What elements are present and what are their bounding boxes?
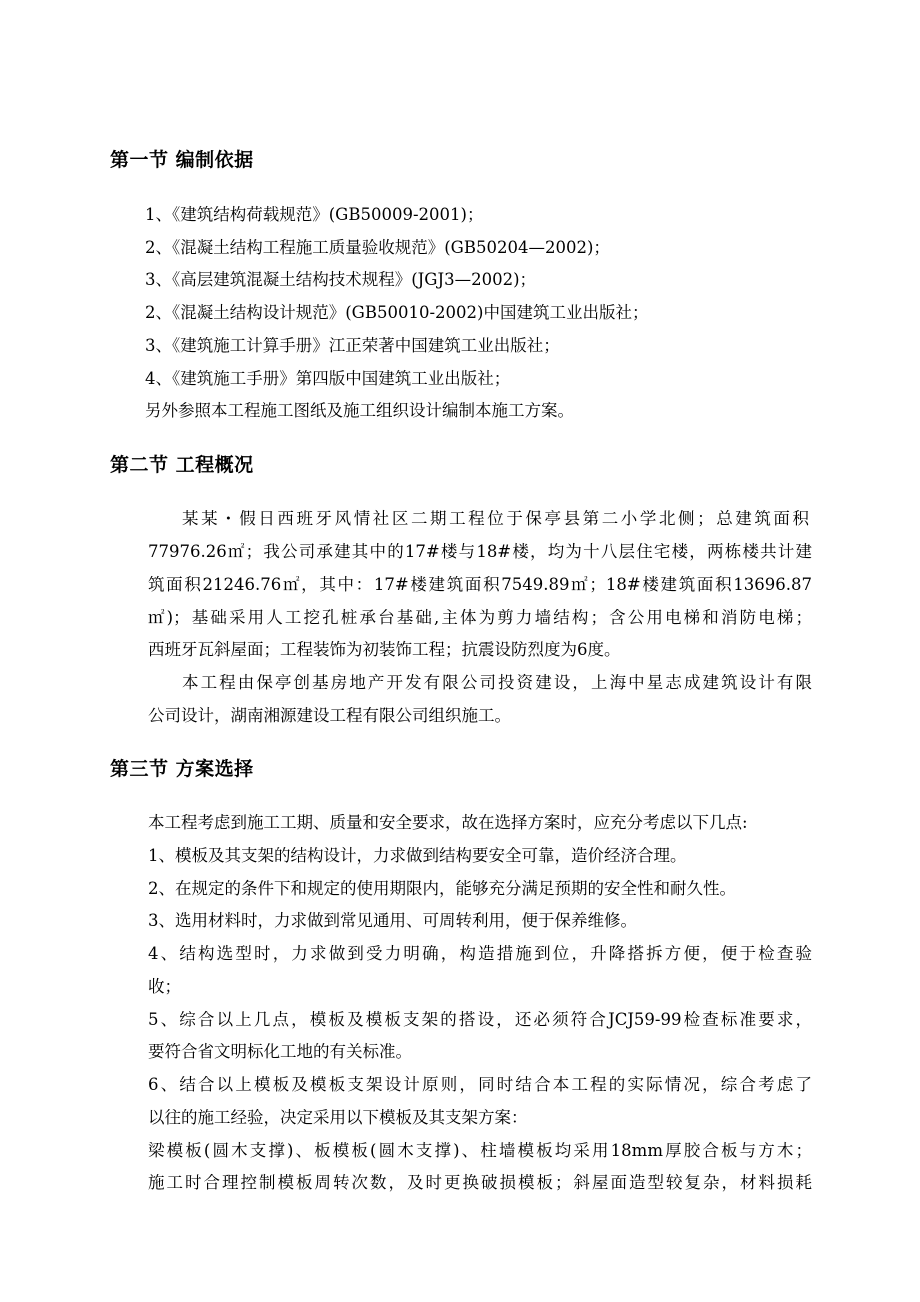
- plan-line: 施工时合理控制模板周转次数，及时更换破损模板；斜屋面造型较复杂，材料损耗: [148, 1173, 812, 1192]
- plan-line: 6、结合以上模板及模板支架设计原则，同时结合本工程的实际情况，综合考虑了: [148, 1075, 812, 1094]
- overview-line: 筑面积21246.76㎡，其中：17#楼建筑面积7549.89㎡；18#楼建筑面积13696.87: [148, 575, 812, 594]
- plan-line: 以往的施工经验，决定采用以下模板及其支架方案：: [148, 1108, 528, 1127]
- overview-line: 公司设计，湖南湘源建设工程有限公司组织施工。: [148, 706, 511, 725]
- reference-item: 3、《建筑施工计算手册》江正荣著中国建筑工业出版社；: [145, 336, 560, 355]
- reference-note: 另外参照本工程施工图纸及施工组织设计编制本施工方案。: [145, 401, 574, 420]
- overview-line: 某某・假日西班牙风情社区二期工程位于保亭县第二小学北侧；总建筑面积: [182, 509, 809, 528]
- plan-line: 2、在规定的条件下和规定的使用期限内，能够充分满足预期的安全性和耐久性。: [148, 879, 736, 898]
- section-2-heading: 第二节 工程概况: [110, 454, 254, 476]
- plan-line: 收；: [148, 977, 181, 996]
- overview-line: 西班牙瓦斜屋面；工程装饰为初装饰工程；抗震设防烈度为6度。: [148, 640, 621, 659]
- plan-line: 梁模板(圆木支撑)、板模板(圆木支撑)、柱墙模板均采用18mm厚胶合板与方木；: [148, 1141, 812, 1160]
- overview-line: 77976.26㎡；我公司承建其中的17#楼与18#楼，均为十八层住宅楼，两栋楼共计建: [148, 542, 812, 561]
- plan-line: 1、模板及其支架的结构设计，力求做到结构要安全可靠，造价经济合理。: [148, 846, 687, 865]
- plan-line: 要符合省文明标化工地的有关标准。: [148, 1042, 412, 1061]
- plan-line: 4、结构选型时，力求做到受力明确，构造措施到位，升降搭拆方便，便于检查验: [148, 944, 812, 963]
- reference-item: 4、《建筑施工手册》第四版中国建筑工业出版社；: [145, 369, 511, 388]
- plan-line: 5、综合以上几点，模板及模板支架的搭设，还必须符合JCJ59-99检查标准要求，: [148, 1010, 812, 1029]
- section-3-heading: 第三节 方案选择: [110, 758, 254, 780]
- plan-line: 3、选用材料时，力求做到常见通用、可周转利用，便于保养维修。: [148, 911, 637, 930]
- overview-line: 本工程由保亭创基房地产开发有限公司投资建设，上海中星志成建筑设计有限: [182, 673, 812, 692]
- reference-item: 3、《高层建筑混凝土结构技术规程》(JGJ3—2002)；: [145, 270, 537, 289]
- reference-item: 2、《混凝土结构设计规范》(GB50010-2002)中国建筑工业出版社；: [145, 303, 649, 322]
- overview-line: ㎡)；基础采用人工挖孔桩承台基础,主体为剪力墙结构；含公用电梯和消防电梯；: [148, 608, 812, 627]
- section-1-heading: 第一节 编制依据: [110, 149, 254, 171]
- reference-item: 1、《建筑结构荷载规范》(GB50009-2001)；: [145, 205, 484, 224]
- plan-line: 本工程考虑到施工工期、质量和安全要求，故在选择方案时，应充分考虑以下几点:: [148, 813, 748, 832]
- reference-item: 2、《混凝土结构工程施工质量验收规范》(GB50204—2002)；: [145, 238, 610, 257]
